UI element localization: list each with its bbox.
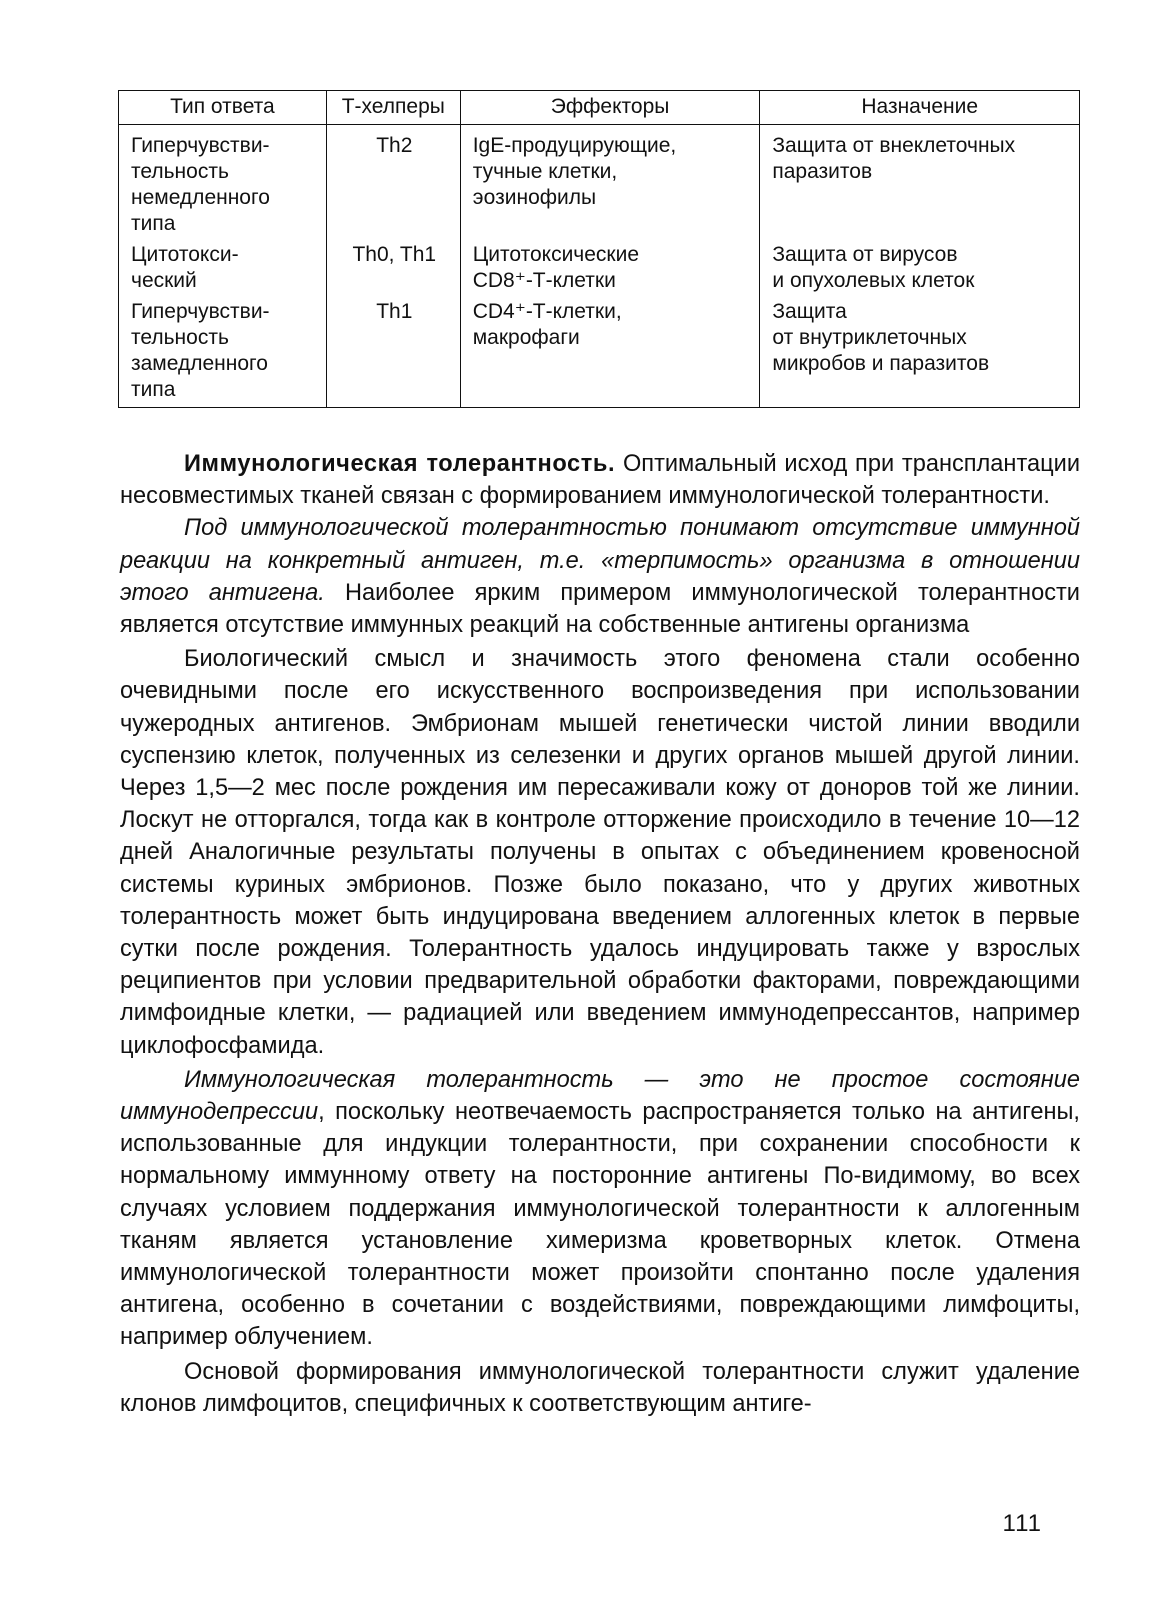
cell-t-helpers: Th2 <box>326 125 460 240</box>
paragraph-text: Оптимальный исход при трансплантации несовместимых тканей связан с формированием иммунологической толерантности. <box>120 451 1080 510</box>
statement-italic: Иммунологическая толерантность — это не простое состояние иммунодепрессии <box>120 1066 1080 1126</box>
cell-response-type: Гиперчувстви- тельность замедленного типа <box>119 296 327 408</box>
table-row <box>119 239 1080 296</box>
header-t-helpers: Т-хелперы <box>326 91 460 125</box>
immune-response-table <box>118 90 1080 408</box>
cell-effectors: Цитотоксические CD8⁺-Т-клетки <box>460 239 760 296</box>
table-header-row <box>119 91 1080 125</box>
paragraph-definition <box>120 512 1080 641</box>
paragraph-not-immunodepression <box>120 1064 1080 1354</box>
section-heading: Иммунологическая толерантность. <box>184 451 616 477</box>
body-text <box>120 448 1080 1420</box>
paragraph-text: Наиболее ярким примером иммунологической толерантности является отсутствие иммунных реакций на собственные антигены организма <box>120 579 1080 639</box>
table-row <box>119 125 1080 240</box>
paragraph-tolerance-intro <box>120 448 1080 512</box>
header-response-type: Тип ответа <box>119 91 327 125</box>
cell-response-type: Гиперчувстви- тельность немедленного типа <box>119 125 327 240</box>
cell-effectors: CD4⁺-Т-клетки, макрофаги <box>460 296 760 408</box>
paragraph-text: , поскольку неотвечаемость распространяется только на антигены, использованные для индукции толерантности, при сохранении способности к нормальному иммунному ответу на посторонние антигены По-видимому, во всех случаях условием поддержания иммунологической толерантности к аллогенным тканям является установление химеризма кроветворных клеток. Отмена иммунологической толерантности может произойти спонтанно после удаления антигена, особенно в сочетании с воздействиями, повреждающими лимфоциты, например облучением. <box>120 1099 1080 1351</box>
cell-effectors: IgE-продуцирующие, тучные клетки, эозинофилы <box>460 125 760 240</box>
cell-purpose: Защита от вирусов и опухолевых клеток <box>760 239 1080 296</box>
paragraph-biological-meaning: Биологический смысл и значимость этого феномена стали особенно очевидными после его искусственного воспроизведения при использовании чужеродных антигенов. Эмбрионам мышей генетически чистой линии вводили суспензию клеток, полученных из селезенки и других органов мышей другой линии. Через 1,5—2 мес после рождения им пересаживали кожу от доноров той же линии. Лоскут не отторгался, тогда как в контроле отторжение происходило в течение 10—12 дней Аналогичные результаты получены в опытах с объединением кровеносной системы куриных эмбрионов. Позже было показано, что у других животных толерантность может быть индуцирована введением аллогенных клеток в первые сутки после рождения. Толерантность удалось индуцировать также у взрослых реципиентов при условии предварительной обработки факторами, повреждающими лимфоидные клетки, — радиацией или введением иммунодепрессантов, например циклофосфамида. <box>120 646 1080 1059</box>
cell-purpose: Защита от внеклеточных паразитов <box>760 125 1080 240</box>
cell-t-helpers: Th1 <box>326 296 460 408</box>
cell-response-type: Цитотокси- ческий <box>119 239 327 296</box>
cell-t-helpers: Th0, Th1 <box>326 239 460 296</box>
table-row <box>119 296 1080 408</box>
definition-italic: Под иммунологической толерантностью понимают отсутствие иммунной реакции на конкретный антиген, т.е. «терпимость» организма в отношении этого антигена. <box>120 515 1080 606</box>
cell-purpose: Защита от внутриклеточных микробов и паразитов <box>760 296 1080 408</box>
header-effectors: Эффекторы <box>460 91 760 125</box>
paragraph-clonal-deletion: Основой формирования иммунологической толерантности служит удаление клонов лимфоцитов, специфичных к соответствующим антиге- <box>120 1358 1080 1417</box>
header-purpose: Назначение <box>760 91 1080 125</box>
page-number: 111 <box>1002 1510 1042 1537</box>
